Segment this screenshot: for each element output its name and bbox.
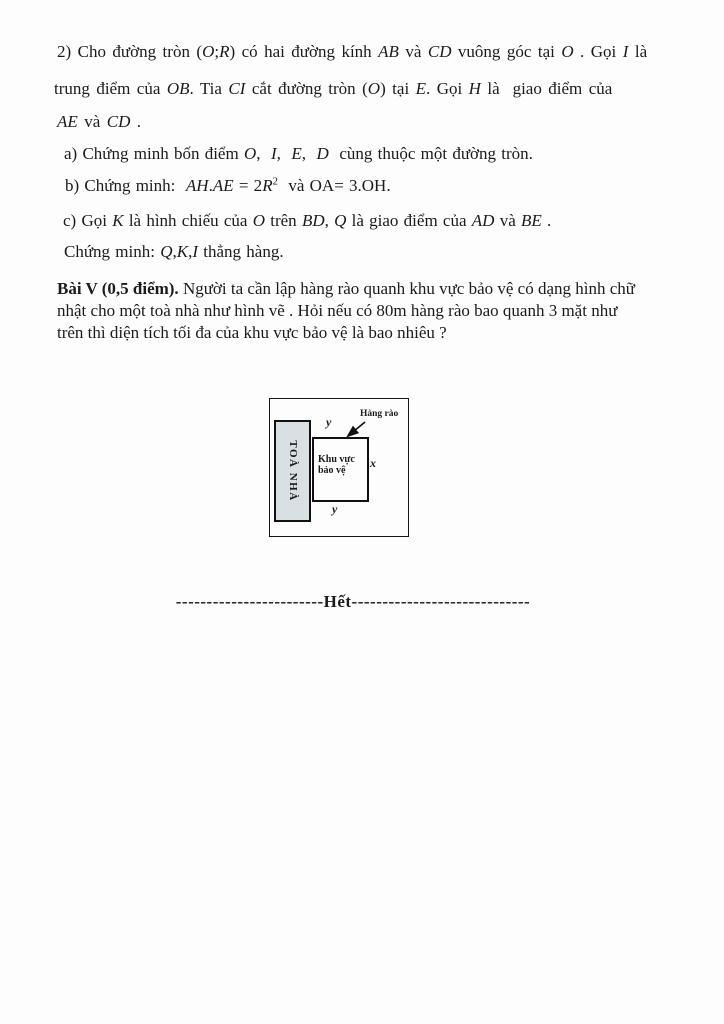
problem2-part-c-conclusion: Chứng minh: Q,K,I thẳng hàng. [64,242,284,261]
fence-arrow-icon [339,417,373,443]
problem2-part-b: b) Chứng minh: $AH.AE = 2R^2$ và OA= 3.OH. [65,176,391,195]
area-label-line1: Khu vực [318,454,355,465]
area-label-line2: bảo vệ [318,465,346,476]
protected-area-rect [312,437,369,502]
problem2-part-c: c) Gọi K là hình chiếu của O trên BD, Q là giao điểm của AD và BE . [63,211,552,230]
problem5-line-1: Bài V (0,5 điểm). Người ta cần lập hàng rào quanh khu vực bảo vệ có dạng hình chữ [57,279,635,298]
problem2-intro-line-1: 2) Cho đường tròn (O;R) có hai đường kính AB và CD vuông góc tại O . Gọi I là [57,42,648,61]
problem2-intro-line-2: trung điểm của OB. Tia CI cắt đường tròn (O) tại E. Gọi H là giao điểm của [54,79,613,98]
building-rect [274,420,311,522]
problem5-line-2: nhật cho một toà nhà như hình vẽ . Hỏi nếu có 80m hàng rào bao quanh 3 mặt như [57,301,618,320]
dim-y-top-label: y [326,415,332,429]
building-label: TOÀ NHÀ [286,440,299,502]
problem2-part-a: a) Chứng minh bốn điểm O, I, E, D cùng thuộc một đường tròn. [64,144,533,163]
problem2-intro-line-3: AE và CD . [57,112,142,131]
dim-x-right-label: x [370,456,376,470]
problem5-line-3: trên thì diện tích tối đa của khu vực bảo vệ là bao nhiêu ? [57,323,447,342]
fence-figure [255,390,435,555]
fence-label: Hàng rào [360,409,399,419]
dim-y-bottom-label: y [332,502,338,516]
end-of-exam-line: ------------------------Hết----------------------------- [175,592,531,611]
